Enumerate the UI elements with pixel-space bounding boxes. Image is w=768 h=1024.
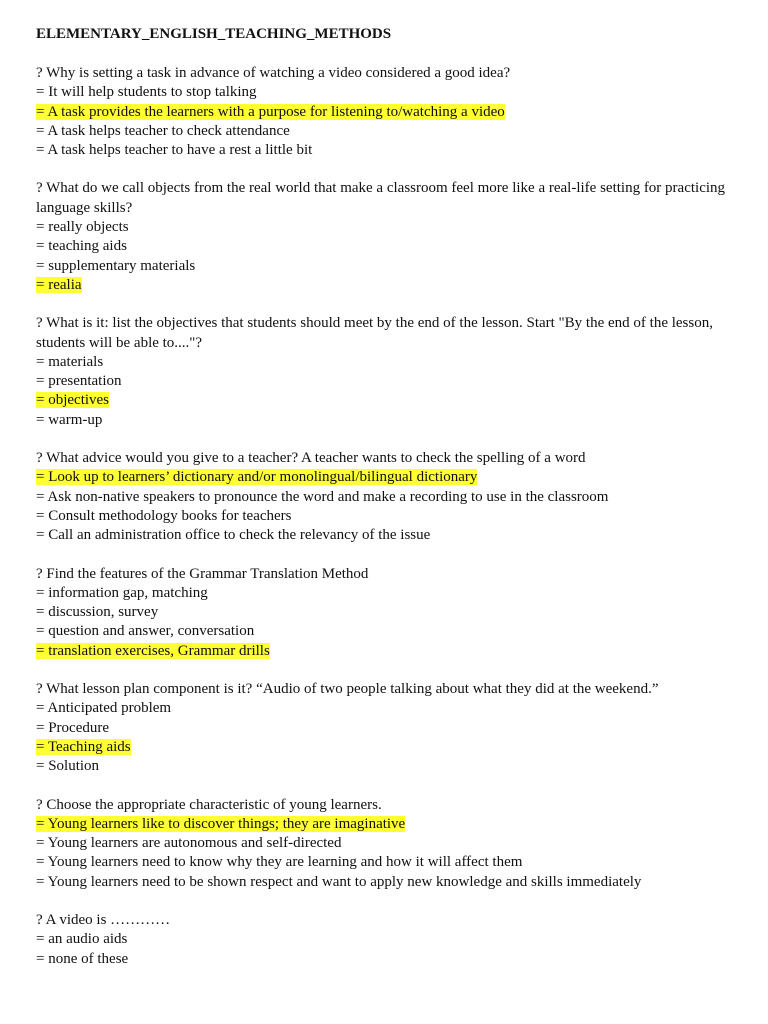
question-block [36,565,736,661]
answer-option-text: = Ask non-native speakers to pronounce the word and make a recording to use in the classroom [36,488,609,505]
answer-option-text: = information gap, matching [36,584,208,601]
answer-option-text: = Young learners are autonomous and self-directed [36,835,342,852]
answer-option-text: = Consult methodology books for teachers [36,507,292,524]
answer-option-text: = warm-up [36,411,103,428]
question-block [36,449,736,545]
answer-option-correct [36,103,736,122]
answer-option-correct [36,468,736,487]
answer-option [36,853,736,872]
answer-option-text: = It will help students to stop talking [36,84,257,101]
question-block [36,680,736,776]
answer-option [36,873,736,892]
question-list [36,64,736,969]
answer-option [36,622,736,641]
answer-option [36,353,736,372]
answer-option [36,507,736,526]
answer-option [36,488,736,507]
answer-option-text: = objectives [36,392,110,409]
answer-option-text: = translation exercises, Grammar drills [36,642,270,659]
question-text: ? What do we call objects from the real world that make a classroom feel more like a real-life setting for practicing language skills? [36,180,726,216]
document-title: ELEMENTARY_ENGLISH_TEACHING_METHODS [36,26,392,42]
answer-option-correct [36,642,736,661]
answer-option [36,719,736,738]
question-text: ? A video is ………… [36,911,171,928]
answer-option [36,834,736,853]
answer-option-text: = Look up to learners’ dictionary and/or monolingual/bilingual dictionary [36,469,478,486]
answer-option-text: = Anticipated problem [36,700,172,717]
answer-option-correct [36,276,736,295]
answer-option-text: = Young learners need to be shown respect and want to apply new knowledge and skills immediately [36,873,642,890]
question-text: ? What lesson plan component is it? “Audio of two people talking about what they did at the weekend.” [36,681,659,698]
answer-option-text: = realia [36,276,82,293]
answer-option [36,257,736,276]
answer-option [36,237,736,256]
question-text: ? What is it: list the objectives that students should meet by the end of the lesson. Start "By the end of the lesson, students will be able to...."? [36,315,713,351]
answer-option-text: = Call an administration office to check the relevancy of the issue [36,527,431,544]
question-block [36,64,736,160]
answer-option-correct [36,738,736,757]
answer-option-text: = A task helps teacher to have a rest a little bit [36,142,313,159]
answer-option [36,757,736,776]
question-text: ? Why is setting a task in advance of watching a video considered a good idea? [36,65,511,81]
answer-option [36,584,736,603]
answer-option [36,372,736,391]
document-page [36,25,736,988]
answer-option [36,699,736,718]
answer-option [36,83,736,102]
answer-option-text: = materials [36,353,104,370]
answer-option-text: = teaching aids [36,238,127,255]
question-text: ? Find the features of the Grammar Translation Method [36,565,369,582]
answer-option-text: = presentation [36,373,122,390]
answer-option-correct [36,815,736,834]
question-text: ? What advice would you give to a teacher? A teacher wants to check the spelling of a word [36,450,586,467]
question-block [36,179,736,295]
question-block [36,314,736,430]
answer-option-text: = A task provides the learners with a purpose for listening to/watching a video [36,103,505,120]
answer-option-text: = A task helps teacher to check attendance [36,122,290,139]
answer-option [36,526,736,545]
answer-option [36,411,736,430]
answer-option-text: = Young learners like to discover things; they are imaginative [36,815,406,832]
answer-option-text: = question and answer, conversation [36,623,255,640]
answer-option [36,141,736,160]
answer-option-text: = Solution [36,758,100,775]
answer-option [36,930,736,949]
answer-option-text: = really objects [36,219,129,236]
answer-option [36,603,736,622]
question-block [36,796,736,892]
answer-option-text: = Procedure [36,719,110,736]
answer-option-text: = an audio aids [36,931,128,948]
question-block [36,911,736,969]
answer-option [36,218,736,237]
answer-option-text: = none of these [36,950,129,967]
answer-option-text: = discussion, survey [36,604,159,621]
answer-option-correct [36,391,736,410]
question-text: ? Choose the appropriate characteristic of young learners. [36,796,382,813]
answer-option-text: = Young learners need to know why they are learning and how it will affect them [36,854,523,871]
answer-option [36,122,736,141]
answer-option [36,950,736,969]
answer-option-text: = supplementary materials [36,257,196,274]
answer-option-text: = Teaching aids [36,738,131,755]
